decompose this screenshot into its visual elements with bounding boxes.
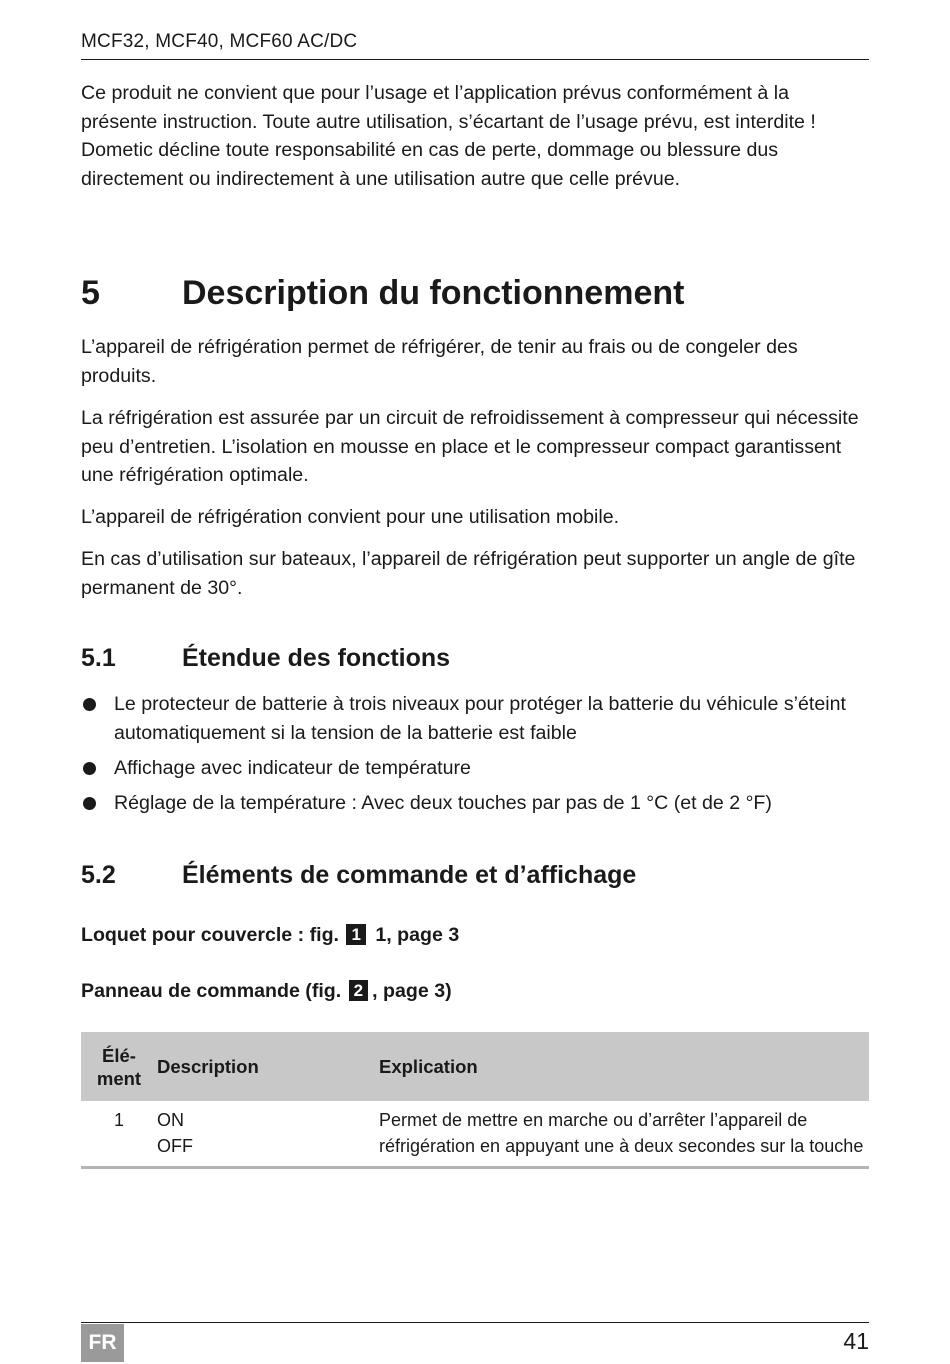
list-item bbox=[81, 690, 881, 748]
cell-description-line-2: OFF bbox=[157, 1136, 193, 1156]
footer-divider bbox=[81, 1322, 869, 1323]
column-header-explanation: Explication bbox=[379, 1032, 869, 1101]
section-5-1-number: 5.1 bbox=[81, 644, 116, 672]
cell-explanation: Permet de mettre en marche ou d’arrêter l’appareil de réfrigération en appuyant une à deux secondes sur la touche bbox=[379, 1101, 869, 1168]
cell-description-line-1: ON bbox=[157, 1110, 184, 1130]
column-header-element-line-1: Élé- bbox=[102, 1044, 136, 1066]
intro-paragraph: Ce produit ne convient que pour l’usage et l’application prévus conformément à la présente instruction. Toute autre utilisation, s’écartant de l’usage prévu, est interdite ! Dometic décline toute responsabilité en cas de perte, dommage ou blessure dus directement ou indirectement à une utilisation autre que celle prévue. bbox=[81, 82, 816, 190]
list-item-text: Le protecteur de batterie à trois niveaux pour protéger la batterie du véhicule s’éteint automatiquement si la tension de la batterie est faible bbox=[114, 693, 846, 744]
latch-reference bbox=[81, 924, 869, 947]
latch-reference-prefix: Loquet pour couvercle : fig. bbox=[81, 924, 340, 946]
list-item bbox=[81, 789, 881, 818]
section-5-number: 5 bbox=[81, 274, 100, 312]
panel-reference bbox=[81, 980, 869, 1003]
language-badge: FR bbox=[81, 1324, 124, 1362]
section-5-paragraph-1: L’appareil de réfrigération permet de réfrigérer, de tenir au frais ou de congeler des produits. bbox=[81, 336, 798, 387]
page-number: 41 bbox=[843, 1328, 869, 1354]
table-header-row bbox=[81, 1032, 869, 1101]
bullet-icon bbox=[83, 762, 96, 775]
cell-element: 1 bbox=[81, 1101, 157, 1168]
column-header-description: Description bbox=[157, 1032, 379, 1101]
panel-reference-prefix: Panneau de commande (fig. bbox=[81, 980, 342, 1002]
figure-badge: 2 bbox=[349, 980, 368, 1001]
function-list bbox=[81, 690, 881, 824]
panel-reference-suffix: , page 3) bbox=[372, 980, 452, 1002]
section-5-paragraph-4: En cas d’utilisation sur bateaux, l’appareil de réfrigération peut supporter un angle de gîte permanent de 30°. bbox=[81, 548, 856, 599]
figure-badge: 1 bbox=[346, 924, 365, 945]
section-5-paragraph-3: L’appareil de réfrigération convient pour une utilisation mobile. bbox=[81, 506, 620, 528]
section-5-2-number: 5.2 bbox=[81, 861, 116, 889]
section-5-paragraph-2: La réfrigération est assurée par un circuit de refroidissement à compresseur qui nécessite peu d’entretien. L’isolation en mousse en place et le compresseur compact garantissent une réfrigération optimale. bbox=[81, 407, 859, 486]
section-5-title: Description du fonctionnement bbox=[182, 274, 685, 312]
section-5-1-title: Étendue des fonctions bbox=[182, 644, 451, 672]
list-item-text: Réglage de la température : Avec deux touches par pas de 1 °C (et de 2 °F) bbox=[114, 792, 772, 814]
column-header-element-line-2: ment bbox=[96, 1067, 142, 1089]
section-5-1-heading bbox=[81, 644, 869, 673]
bullet-icon bbox=[83, 698, 96, 711]
cell-description bbox=[157, 1101, 379, 1168]
list-item bbox=[81, 754, 881, 783]
document-page bbox=[81, 0, 869, 1364]
bullet-icon bbox=[83, 797, 96, 810]
section-5-heading bbox=[81, 274, 869, 313]
list-item-text: Affichage avec indicateur de température bbox=[114, 757, 471, 779]
running-header: MCF32, MCF40, MCF60 AC/DC bbox=[81, 31, 869, 60]
table-row bbox=[81, 1101, 869, 1168]
latch-reference-suffix: 1, page 3 bbox=[375, 924, 460, 946]
controls-table bbox=[81, 1032, 869, 1169]
column-header-element bbox=[81, 1032, 157, 1101]
section-5-2-heading bbox=[81, 861, 869, 890]
section-5-2-title: Éléments de commande et d’affichage bbox=[182, 861, 637, 889]
